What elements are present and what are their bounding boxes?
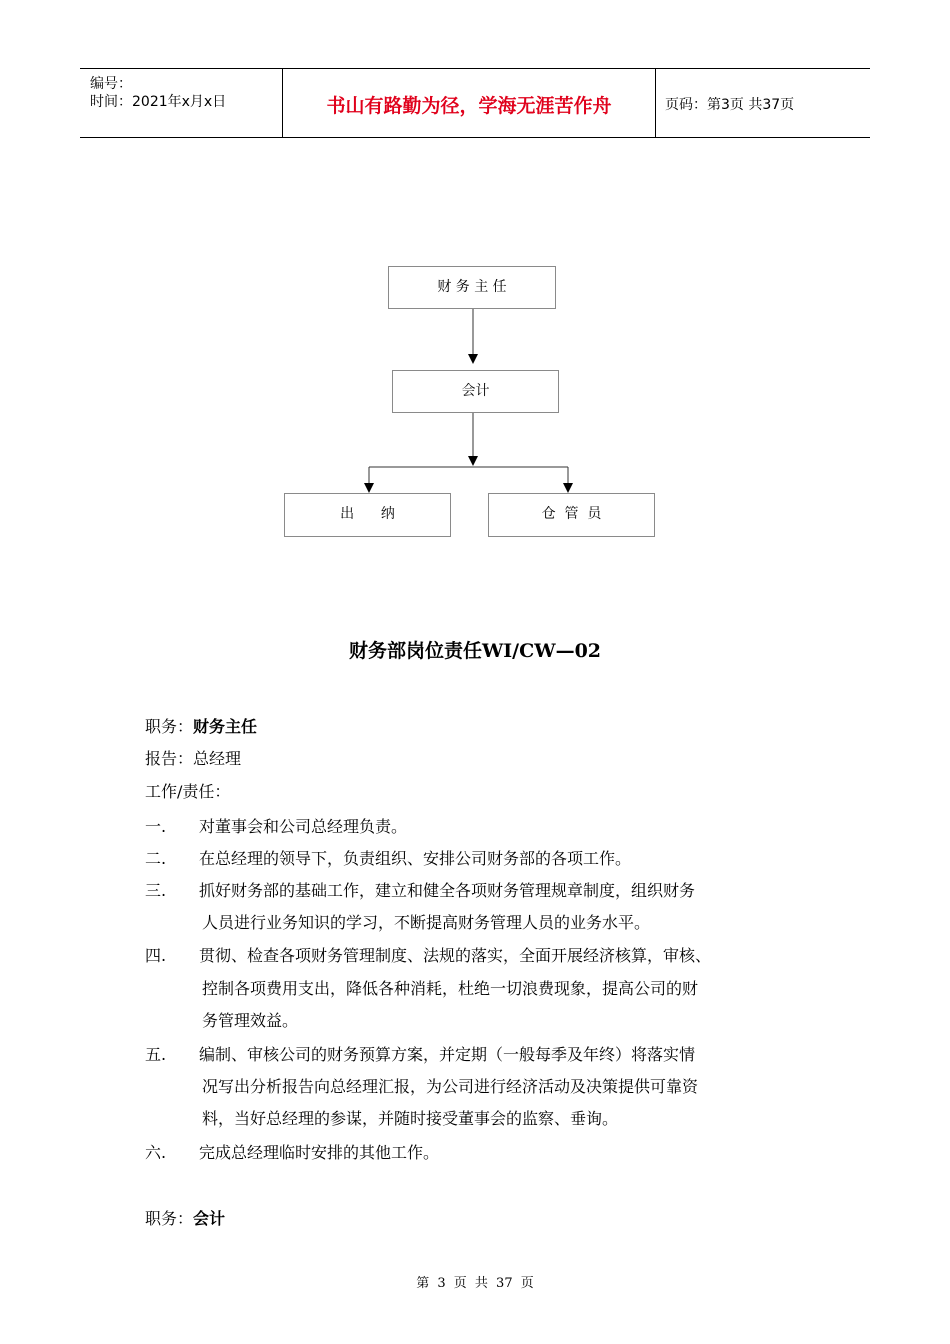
item-text: 贯彻、检查各项财务管理制度、法规的落实，全面开展经济核算，审核、 (199, 946, 712, 965)
org-node-finance-director (388, 266, 556, 309)
item-text: 控制各项费用支出，降低各种消耗，杜绝一切浪费现象，提高公司的财 (202, 979, 699, 998)
item-text: 抓好财务部的基础工作，建立和健全各项财务管理规章制度，组织财务 (199, 881, 696, 900)
report-line: 报告：总经理 (145, 749, 242, 768)
item-number: 四. (145, 946, 167, 965)
item-number: 三. (145, 881, 167, 900)
motto: 书山有路勤为径，学海无涯苦作舟 (326, 95, 612, 117)
org-node-label: 仓 管 员 (541, 506, 602, 522)
date-label: 时间：2021年x月x日 (90, 94, 227, 110)
job-line (145, 1206, 225, 1229)
job-line (145, 714, 257, 737)
org-node-warehouse-keeper (488, 493, 655, 537)
org-node-label: 出 纳 (340, 506, 395, 522)
item-text: 况写出分析报告向总经理汇报，为公司进行经济活动及决策提供可靠资 (202, 1077, 699, 1096)
document-title: 财务部岗位责任WI/CW—02 (348, 640, 602, 662)
page-info: 页码：第3页 共37页 (665, 97, 795, 113)
item-number: 一. (145, 817, 167, 836)
item-number: 六. (145, 1143, 167, 1162)
job-value: 会计 (193, 1209, 226, 1228)
org-node-cashier (284, 493, 451, 537)
item-text: 在总经理的领导下，负责组织、安排公司财务部的各项工作。 (199, 849, 632, 868)
job-label: 职务： (145, 717, 194, 736)
item-number: 二. (145, 849, 167, 868)
page-footer: 第 3 页 共 37 页 (416, 1276, 534, 1291)
org-node-label: 会计 (461, 383, 490, 399)
item-text: 人员进行业务知识的学习，不断提高财务管理人员的业务水平。 (202, 913, 651, 932)
job-label: 职务： (145, 1209, 194, 1228)
item-text: 完成总经理临时安排的其他工作。 (199, 1143, 440, 1162)
code-label: 编号： (90, 76, 132, 92)
job-value: 财务主任 (193, 717, 258, 736)
item-text: 编制、审核公司的财务预算方案，并定期（一般每季及年终）将落实情 (199, 1045, 696, 1064)
duties-label: 工作/责任： (145, 782, 231, 801)
item-text: 料，当好总经理的参谋，并随时接受董事会的监察、垂询。 (202, 1109, 619, 1128)
item-number: 五. (145, 1045, 167, 1064)
org-node-label: 财 务 主 任 (437, 279, 507, 295)
item-text: 务管理效益。 (202, 1011, 299, 1030)
item-text: 对董事会和公司总经理负责。 (199, 817, 408, 836)
org-node-accountant (392, 370, 559, 413)
